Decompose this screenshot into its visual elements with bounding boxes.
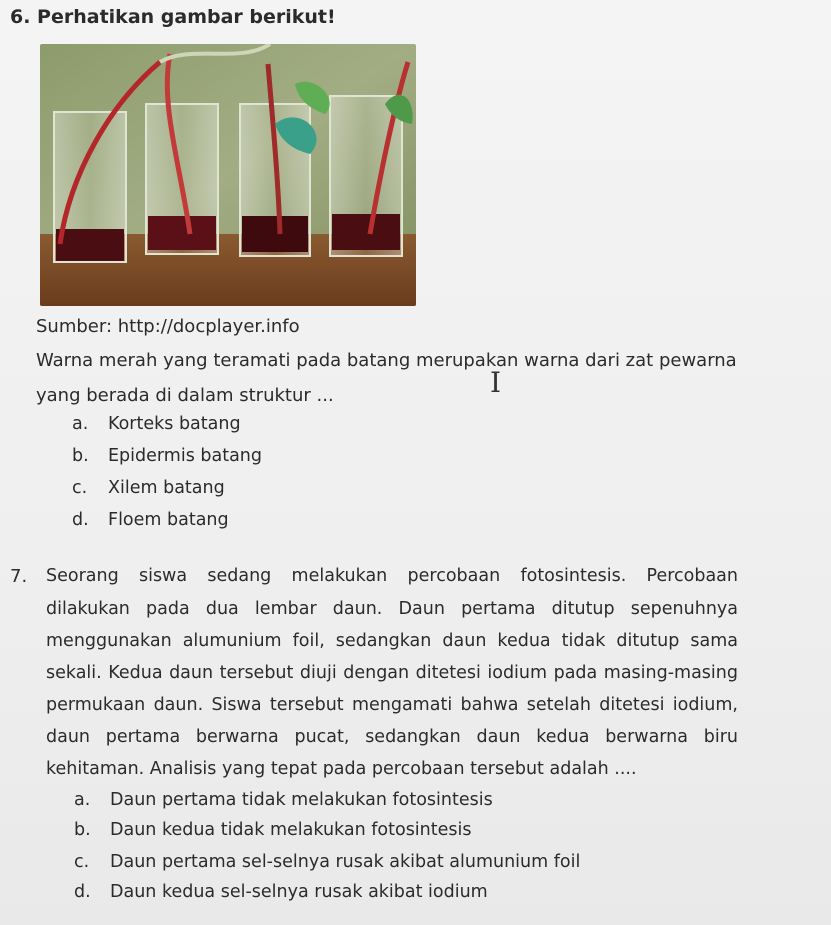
question-7-line: permukaan daun. Siswa tersebut mengamati bahwa setelah ditetesi iodium, [46,695,738,715]
q6-option-a[interactable]: a. Korteks batang [72,414,241,434]
q6-option-c[interactable]: c. Xilem batang [72,478,225,498]
question-6-stem-line1: Warna merah yang teramati pada batang merupakan warna dari zat pewarna [36,350,737,371]
question-6-stem-line2: yang berada di dalam struktur ... [36,385,334,406]
question-7-line: daun pertama berwarna pucat, sedangkan daun kedua berwarna biru [46,727,738,747]
question-7-number: 7. [10,566,28,587]
text-cursor-icon: I [490,366,502,399]
image-caption: Sumber: http://docplayer.info [36,316,300,337]
q7-option-d[interactable]: d. Daun kedua sel-selnya rusak akibat iodium [74,882,488,902]
glass-1 [54,112,126,262]
question-7-line: kehitaman. Analisis yang tepat pada percobaan tersebut adalah .... [46,759,637,779]
q6-option-d[interactable]: d. Floem batang [72,510,229,530]
q7-option-a[interactable]: a. Daun pertama tidak melakukan fotosintesis [74,790,493,810]
q6-option-b[interactable]: b. Epidermis batang [72,446,262,466]
question-6-title: 6. Perhatikan gambar berikut! [10,6,336,28]
question-7-line: menggunakan alumunium foil, sedangkan daun kedua tidak ditutup sama [46,631,738,651]
question-7-line: sekali. Kedua daun tersebut diuji dengan ditetesi iodium pada masing-masing [46,663,738,683]
experiment-photo [40,44,416,306]
q7-option-c[interactable]: c. Daun pertama sel-selnya rusak akibat alumunium foil [74,852,581,872]
question-7-line: Seorang siswa sedang melakukan percobaan fotosintesis. Percobaan [46,566,738,586]
question-7-line: dilakukan pada dua lembar daun. Daun pertama ditutup sepenuhnya [46,599,738,619]
q7-option-b[interactable]: b. Daun kedua tidak melakukan fotosintesis [74,820,472,840]
